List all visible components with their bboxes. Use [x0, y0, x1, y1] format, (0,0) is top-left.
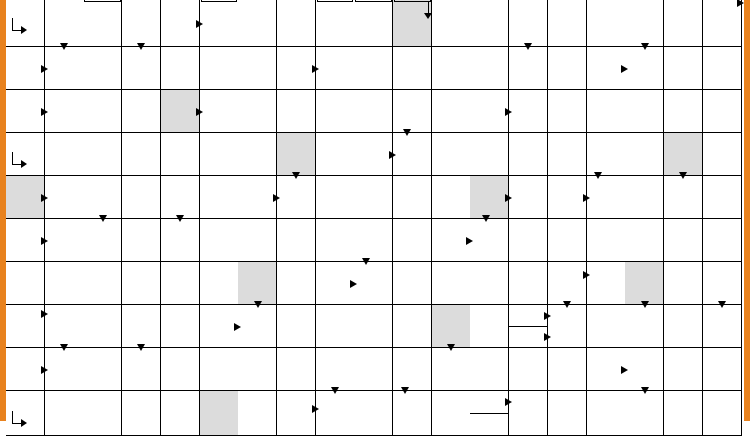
clue-cell [6, 219, 45, 262]
answer-cell[interactable] [703, 348, 742, 391]
down-arrow-icon [641, 301, 649, 308]
answer-cell[interactable] [161, 219, 200, 262]
image-hint-cell [432, 305, 471, 348]
answer-cell[interactable] [432, 90, 471, 133]
answer-cell[interactable] [354, 262, 393, 305]
image-hint-cell [625, 262, 664, 305]
down-arrow-icon [563, 301, 571, 308]
answer-cell[interactable] [509, 133, 548, 176]
clue-fragment-cell [200, 0, 239, 47]
down-arrow-icon [331, 387, 339, 394]
answer-cell[interactable] [83, 262, 122, 305]
answer-cell[interactable] [509, 90, 548, 133]
answer-cell[interactable] [548, 90, 587, 133]
answer-cell[interactable] [393, 133, 432, 176]
clue-fragment-cell [354, 0, 393, 47]
right-arrow-icon [41, 366, 48, 374]
answer-cell[interactable] [354, 391, 393, 436]
answer-cell[interactable] [393, 262, 432, 305]
clue-cell [393, 90, 432, 133]
answer-cell[interactable] [432, 133, 471, 176]
right-arrow-icon [544, 312, 551, 320]
down-arrow-icon [403, 129, 411, 136]
down-arrow-icon [482, 215, 490, 222]
answer-cell[interactable] [664, 219, 703, 262]
clue-cell [393, 348, 432, 391]
top-edge-cell [355, 0, 392, 2]
answer-cell[interactable] [277, 0, 316, 47]
answer-cell[interactable] [664, 305, 703, 348]
right-arrow-icon [41, 108, 48, 116]
answer-cell[interactable] [83, 0, 122, 47]
answer-cell[interactable] [316, 391, 355, 436]
answer-cell[interactable] [45, 0, 84, 47]
answer-cell[interactable] [161, 391, 200, 436]
answer-cell[interactable] [277, 176, 316, 219]
answer-cell[interactable] [509, 176, 548, 219]
answer-cell[interactable] [393, 176, 432, 219]
answer-cell[interactable] [200, 90, 239, 133]
right-arrow-icon [41, 65, 48, 73]
image-hint-cell [6, 176, 45, 219]
answer-cell[interactable] [432, 391, 471, 436]
answer-cell[interactable] [200, 348, 239, 391]
clue-cell [6, 348, 45, 391]
answer-cell[interactable] [509, 219, 548, 262]
clue-cell [161, 176, 200, 219]
answer-cell[interactable] [703, 90, 742, 133]
answer-cell[interactable] [703, 133, 742, 176]
answer-cell[interactable] [587, 391, 626, 436]
answer-cell[interactable] [432, 176, 471, 219]
right-arrow-icon [273, 194, 280, 202]
clue-top [470, 391, 508, 413]
answer-cell[interactable] [200, 47, 239, 90]
answer-cell[interactable] [664, 0, 703, 47]
answer-cell[interactable] [200, 176, 239, 219]
answer-cell[interactable] [238, 348, 277, 391]
answer-cell[interactable] [161, 305, 200, 348]
answer-cell[interactable] [587, 305, 626, 348]
answer-cell[interactable] [432, 348, 471, 391]
image-hint-cell [664, 133, 703, 176]
answer-cell[interactable] [509, 0, 548, 47]
down-arrow-icon [137, 344, 145, 351]
answer-cell[interactable] [625, 133, 664, 176]
answer-cell[interactable] [122, 219, 161, 262]
answer-cell[interactable] [122, 90, 161, 133]
answer-cell[interactable] [316, 90, 355, 133]
answer-cell[interactable] [45, 348, 84, 391]
answer-cell[interactable] [548, 47, 587, 90]
answer-cell[interactable] [393, 391, 432, 436]
answer-cell[interactable] [548, 305, 587, 348]
answer-cell[interactable] [664, 90, 703, 133]
answer-cell[interactable] [200, 133, 239, 176]
down-arrow-icon [594, 172, 602, 179]
answer-cell[interactable] [393, 47, 432, 90]
answer-cell[interactable] [354, 348, 393, 391]
right-arrow-icon [389, 151, 396, 159]
answer-cell[interactable] [161, 133, 200, 176]
image-hint-cell [200, 391, 239, 436]
answer-cell[interactable] [277, 348, 316, 391]
answer-cell[interactable] [664, 262, 703, 305]
answer-cell[interactable] [393, 219, 432, 262]
clue-cell [587, 47, 626, 90]
clue-cell [6, 90, 45, 133]
answer-cell[interactable] [161, 47, 200, 90]
top-edge-cell [84, 0, 121, 2]
answer-cell[interactable] [45, 47, 84, 90]
answer-cell[interactable] [316, 219, 355, 262]
answer-cell[interactable] [587, 262, 626, 305]
down-arrow-icon [60, 43, 68, 50]
answer-cell[interactable] [161, 262, 200, 305]
answer-cell[interactable] [703, 391, 742, 436]
right-arrow-icon [466, 237, 473, 245]
clue-bottom [470, 413, 508, 436]
answer-cell[interactable] [470, 133, 509, 176]
clue-bottom [509, 326, 547, 348]
answer-cell[interactable] [6, 262, 45, 305]
answer-cell[interactable] [587, 0, 626, 47]
answer-cell[interactable] [277, 90, 316, 133]
down-arrow-icon [641, 387, 649, 394]
answer-cell[interactable] [83, 305, 122, 348]
right-arrow-icon [621, 65, 628, 73]
right-arrow-icon [41, 310, 48, 318]
answer-cell[interactable] [238, 305, 277, 348]
clue-cell [354, 133, 393, 176]
right-arrow-icon [621, 366, 628, 374]
answer-cell[interactable] [83, 47, 122, 90]
down-arrow-icon [524, 43, 532, 50]
answer-cell[interactable] [393, 305, 432, 348]
answer-cell[interactable] [238, 133, 277, 176]
answer-cell[interactable] [625, 305, 664, 348]
clue-cell [432, 219, 471, 262]
answer-cell[interactable] [509, 391, 548, 436]
answer-cell[interactable] [625, 219, 664, 262]
answer-cell[interactable] [509, 348, 548, 391]
clue-cell [238, 176, 277, 219]
right-arrow-icon [505, 398, 512, 406]
answer-cell[interactable] [277, 305, 316, 348]
right-accent-bar [744, 0, 750, 421]
answer-cell[interactable] [354, 90, 393, 133]
answer-cell[interactable] [122, 133, 161, 176]
answer-cell[interactable] [703, 47, 742, 90]
answer-cell[interactable] [122, 348, 161, 391]
answer-cell[interactable] [664, 47, 703, 90]
clue-cell [548, 176, 587, 219]
answer-cell[interactable] [587, 219, 626, 262]
answer-cell[interactable] [432, 0, 471, 47]
down-arrow-icon [718, 301, 726, 308]
answer-cell[interactable] [548, 219, 587, 262]
down-arrow-icon [679, 172, 687, 179]
answer-cell[interactable] [200, 219, 239, 262]
clue-cell [45, 305, 84, 348]
answer-cell[interactable] [316, 305, 355, 348]
clue-cell [83, 176, 122, 219]
clue-cell [316, 348, 355, 391]
clue-top [509, 305, 547, 326]
answer-cell[interactable] [625, 0, 664, 47]
answer-cell[interactable] [45, 90, 84, 133]
top-edge-cell [317, 0, 354, 2]
split-clue-cell [509, 305, 548, 348]
answer-cell[interactable] [83, 391, 122, 436]
answer-cell[interactable] [122, 47, 161, 90]
answer-cell[interactable] [45, 176, 84, 219]
answer-cell[interactable] [703, 305, 742, 348]
clue-cell [703, 0, 742, 47]
answer-cell[interactable] [238, 391, 277, 436]
answer-cell[interactable] [470, 219, 509, 262]
answer-cell[interactable] [316, 133, 355, 176]
right-arrow-icon [196, 20, 203, 28]
right-arrow-icon [41, 237, 48, 245]
answer-cell[interactable] [509, 262, 548, 305]
clue-cell [703, 262, 742, 305]
image-hint-cell [470, 176, 509, 219]
answer-cell[interactable] [354, 176, 393, 219]
answer-cell[interactable] [470, 262, 509, 305]
right-arrow-icon [312, 65, 319, 73]
clue-cell [470, 90, 509, 133]
down-arrow-icon [362, 258, 370, 265]
answer-cell[interactable] [238, 219, 277, 262]
answer-cell[interactable] [625, 348, 664, 391]
answer-cell[interactable] [470, 0, 509, 47]
answer-cell[interactable] [45, 219, 84, 262]
split-clue-cell [470, 391, 509, 436]
image-hint-cell [161, 90, 200, 133]
down-arrow-icon [292, 172, 300, 179]
clue-cell [6, 305, 45, 348]
clue-cell [316, 262, 355, 305]
clue-cell [277, 47, 316, 90]
answer-cell[interactable] [45, 133, 84, 176]
answer-cell[interactable] [83, 348, 122, 391]
answer-cell[interactable] [548, 391, 587, 436]
answer-cell[interactable] [470, 305, 509, 348]
clue-cell [6, 47, 45, 90]
answer-cell[interactable] [470, 348, 509, 391]
right-arrow-icon [505, 108, 512, 116]
answer-cell[interactable] [45, 391, 84, 436]
right-arrow-icon [312, 405, 319, 413]
answer-cell[interactable] [625, 47, 664, 90]
down-arrow-icon [99, 215, 107, 222]
answer-cell[interactable] [122, 262, 161, 305]
answer-cell[interactable] [664, 176, 703, 219]
right-arrow-icon [234, 323, 241, 331]
clue-fragment-cell [316, 0, 355, 47]
answer-cell[interactable] [548, 0, 587, 47]
answer-cell[interactable] [316, 47, 355, 90]
answer-cell[interactable] [703, 176, 742, 219]
answer-cell[interactable] [625, 90, 664, 133]
down-arrow-icon [641, 43, 649, 50]
answer-cell[interactable] [277, 219, 316, 262]
clue-cell [161, 0, 200, 47]
answer-cell[interactable] [122, 391, 161, 436]
answer-cell[interactable] [625, 391, 664, 436]
right-arrow-icon [196, 108, 203, 116]
answer-cell[interactable] [238, 90, 277, 133]
answer-cell[interactable] [45, 262, 84, 305]
right-arrow-icon [350, 280, 357, 288]
answer-cell[interactable] [122, 176, 161, 219]
right-arrow-icon [544, 333, 551, 341]
answer-cell[interactable] [625, 176, 664, 219]
answer-cell[interactable] [548, 348, 587, 391]
clue-cell [548, 262, 587, 305]
answer-cell[interactable] [83, 133, 122, 176]
answer-cell[interactable] [470, 47, 509, 90]
down-arrow-icon [176, 215, 184, 222]
answer-cell[interactable] [587, 176, 626, 219]
answer-cell[interactable] [587, 90, 626, 133]
down-arrow-icon [60, 344, 68, 351]
image-hint-cell [238, 262, 277, 305]
answer-cell[interactable] [703, 219, 742, 262]
answer-cell[interactable] [238, 0, 277, 47]
answer-cell[interactable] [83, 219, 122, 262]
top-edge-cell [201, 0, 238, 2]
answer-cell[interactable] [548, 133, 587, 176]
answer-cell[interactable] [432, 262, 471, 305]
answer-cell[interactable] [277, 262, 316, 305]
answer-cell[interactable] [664, 391, 703, 436]
down-arrow-icon [254, 301, 262, 308]
answer-cell[interactable] [664, 348, 703, 391]
clue-cell [587, 348, 626, 391]
right-arrow-icon [737, 0, 744, 7]
clue-cell [587, 133, 626, 176]
clue-cell [200, 305, 239, 348]
image-hint-cell [277, 133, 316, 176]
down-arrow-icon [401, 387, 409, 394]
answer-cell[interactable] [432, 47, 471, 90]
clue-cell [354, 219, 393, 262]
answer-cell[interactable] [122, 0, 161, 47]
answer-cell[interactable] [509, 47, 548, 90]
right-arrow-icon [583, 271, 590, 279]
down-arrow-icon [137, 43, 145, 50]
right-arrow-icon [505, 194, 512, 202]
answer-cell[interactable] [200, 262, 239, 305]
answer-cell[interactable] [316, 176, 355, 219]
down-arrow-icon [447, 344, 455, 351]
answer-cell[interactable] [238, 47, 277, 90]
clue-cell [277, 391, 316, 436]
right-arrow-icon [41, 194, 48, 202]
answer-cell[interactable] [83, 90, 122, 133]
clue-cell [122, 305, 161, 348]
answer-cell[interactable] [354, 305, 393, 348]
right-arrow-icon [583, 194, 590, 202]
answer-cell[interactable] [354, 47, 393, 90]
image-hint-cell [393, 0, 432, 47]
answer-cell[interactable] [161, 348, 200, 391]
